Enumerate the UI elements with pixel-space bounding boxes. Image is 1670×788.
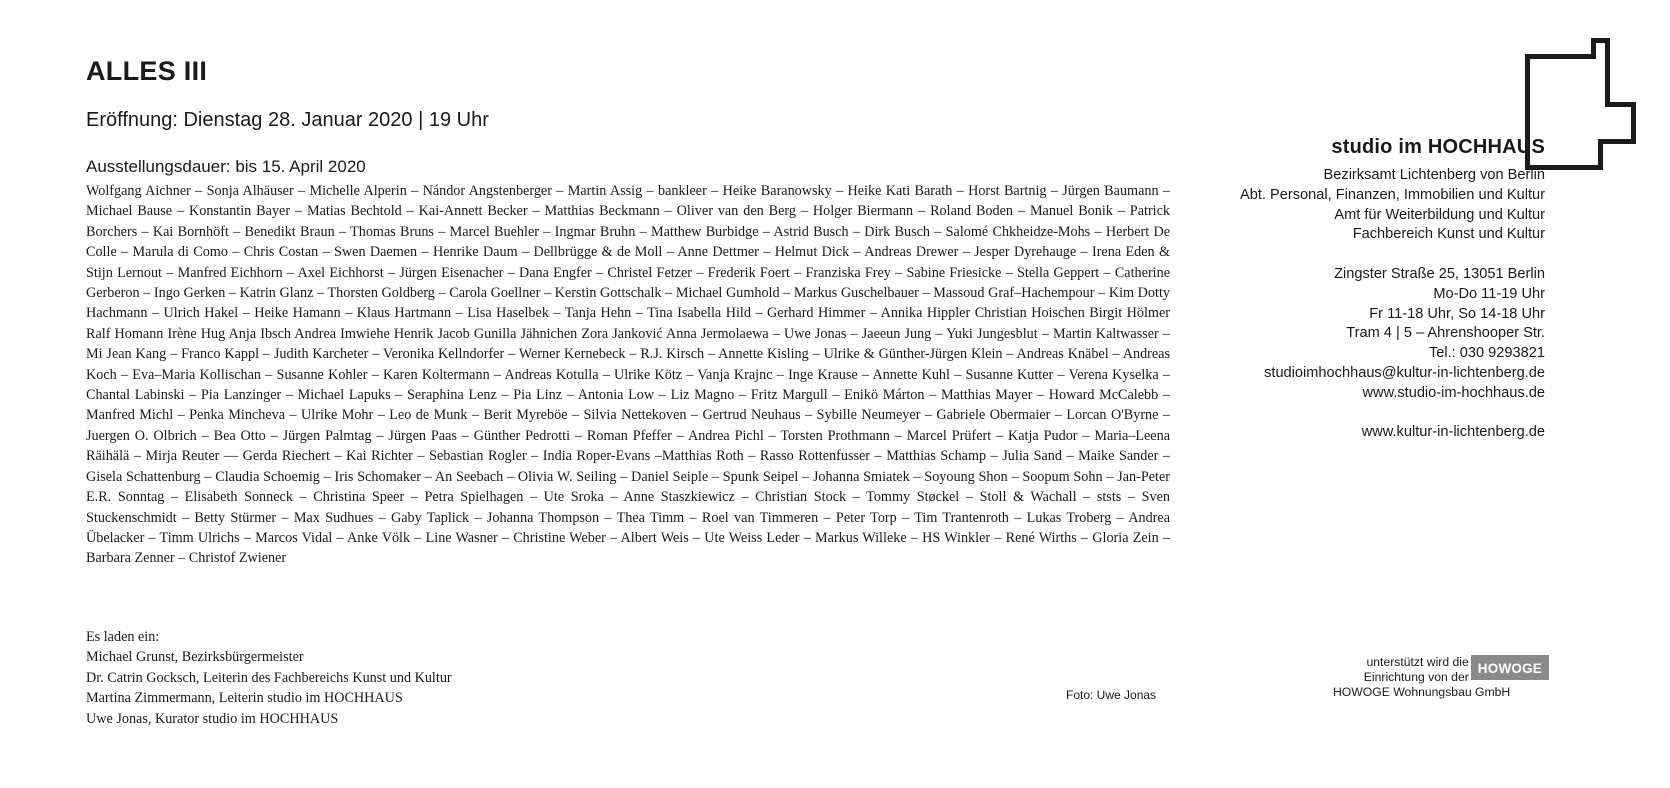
sponsor-full-name: HOWOGE Wohnungsbau GmbH [1333,685,1511,699]
phone-line: Tel.: 030 9293821 [1428,345,1545,362]
exhibition-duration: Ausstellungsdauer: bis 15. April 2020 [86,157,366,176]
host-line: Martina Zimmermann, Leiterin studio im HOCHHAUS [86,690,403,707]
photo-credit: Foto: Uwe Jonas [1066,688,1157,702]
transit-line: Tram 4 | 5 – Ahrenshooper Str. [1346,325,1545,342]
sponsor-block [1333,655,1549,700]
host-line: Michael Grunst, Bezirksbürgermeister [86,649,304,666]
org-line: Bezirksamt Lichtenberg von Berlin [1323,167,1545,183]
opening-hours-line: Fr 11-18 Uhr, So 14-18 Uhr [1369,305,1545,322]
venue-name: studio im HOCHHAUS [1331,136,1545,158]
org-line: Amt für Weiterbildung und Kultur [1334,206,1545,223]
spacer [1240,245,1545,265]
org-line: Abt. Personal, Finanzen, Immobilien und Kultur [1239,186,1545,203]
invitation-block [86,627,686,729]
email-link[interactable]: studioimhochhaus@kultur-in-lichtenberg.de [1264,364,1545,381]
howoge-logo: HOWOGE [1471,655,1549,680]
venue-info [1240,166,1545,443]
invitation-intro: Es laden ein: [86,629,160,645]
host-line: Dr. Catrin Gocksch, Leiterin des Fachbereichs Kunst und Kultur [86,669,452,686]
address-line: Zingster Straße 25, 13051 Berlin [1334,265,1545,282]
sponsor-line: Einrichtung von der [1363,670,1469,684]
opening-date: Eröffnung: Dienstag 28. Januar 2020 | 19 Uhr [86,109,489,131]
artist-list: Wolfgang Aichner – Sonja Alhäuser – Michelle Alperin – Nándor Angstenberger – Martin Assig – bankleer – Heike Baranowsky – Heike Kati Barath – Horst Bartnig – Jürgen Baumann – Michael Bause – Konstantin Bayer – Matias Bechtold – Kai-Annett Becker – Matthias Beckmann – Oliver van den Berg – Holger Biermann – Roland Boden – Manuel Bonik – Patrick Borchers – Kai Bornhöft – Benedikt Braun – Thomas Bruns – Marcel Buehler – Ingmar Bruhn – Matthew Burbidge – Astrid Busch – Dirk Busch – Salomé Chkheidze-Mohs – Herbert De Colle – Marula di Como – Chris Costan – Swen Daemen – Henrike Daum – Dellbrügge & de Moll – Anne Dettmer – Helmut Dick – Andreas Drewer – Jesper Dyrehauge – Irena Eden & Stijn Lernout – Manfred Eichhorn – Axel Eichhorst – Jürgen Eisenacher – Dana Engfer – Christel Fetzer – Frederik Foert – Franziska Frey – Sabine Friesicke – Stella Geppert – Catherine Gerberon – Ingo Gerken – Katrin Glanz – Thorsten Goldberg – Carola Goellner – Kerstin Gottschalk – Michael Gumhold – Markus Guschelbauer – Massoud Graf–Hachempour – Kim Dotty Hachmann – Ulrich Hakel – Heike Hamann – Klaus Hartmann – Lisa Haselbek – Tanja Hehn – Tina Isabella Hild – Gerhard Himmer – Annika Hippler Christian Hoischen Birgit Hölmer Ralf Homann Irène Hug Anja Ibsch Andrea Imwiehe Henrik Jacob Gunilla Jähnichen Zora Janković Anna Jermolaewa – Uwe Jonas – Jaeeun Jung – Yuki Jungesblut – Martin Kaltwasser – Mi Jean Kang – Franco Kappl – Judith Karcheter – Veronika Kellndorfer – Werner Kernebeck – R.J. Kirsch – Annette Kisling – Ulrike & Günther-Jürgen Klein – Andreas Knäbel – Andreas Koch – Eva–Maria Kollischan – Susanne Kohler – Karen Koltermann – Andreas Kotulla – Ulrike Kötz – Vanja Krajnc – Inge Krause – Annette Kuhl – Susanne Kutter – Verena Kyselka – Chantal Labinski – Pia Lanzinger – Michael Lapuks – Seraphina Lenz – Pia Linz – Antonia Low – Liz Magno – Fritz Margull – Enikö Márton – Matthias Mayer – Howard McCalebb – Manfred Michl – Penka Mincheva – Ulrike Mohr – Leo de Munk – Berit Myreböe – Silvia Nettekoven – Gertrud Neuhaus – Sybille Neumeyer – Gabriele Obermaier – Lorcan O'Byrne – Juergen O. Olbrich – Bea Otto – Jürgen Palmtag – Jürgen Paas – Günther Pedrotti – Roman Pfeffer – Andrea Pichl – Torsten Prothmann – Marcel Prüfert – Katja Pudor – Maria–Leena Räihälä – Mirja Reuter — Gerda Riechert – Kai Richter – Sebastian Rogler – India Roper-Evans –Matthias Roth – Rasso Rottenfusser – Matthias Schamp – Julia Sand – Maike Sander – Gisela Schattenburg – Claudia Schoemig – Iris Schomaker – An Seebach – Olivia W. Seiling – Daniel Seiple – Spunk Seipel – Johanna Smiatek – Soyoung Shon – Soopum Sohn – Jan-Peter E.R. Sonntag – Elisabeth Sonneck – Christina Speer – Petra Spielhagen – Ute Sroka – Anne Staszkiewicz – Christian Stock – Tommy Støckel – Stoll & Wachall – ststs – Sven Stuckenschmidt – Betty Stürmer – Max Sudhues – Gaby Taplick – Johanna Thompson – Thea Timm – Roel van Timmeren – Peter Torp – Tim Trantenroth – Lukas Troberg – Andrea Übelacker – Timm Ulrichs – Marcos Vidal – Anke Völk – Line Wasner – Christine Weber – Albert Weis – Ute Weiss Leder – Markus Willeke – HS Winkler – René Wirths – Gloria Zein – Barbara Zenner – Christof Zwiener [86,183,1170,567]
host-line: Uwe Jonas, Kurator studio im HOCHHAUS [86,710,339,727]
opening-hours-line: Mo-Do 11-19 Uhr [1433,285,1545,302]
org-line: Fachbereich Kunst und Kultur [1352,226,1545,243]
sponsor-line: unterstützt wird die [1366,655,1469,669]
exhibition-title: ALLES III [86,56,208,86]
spacer [1240,404,1545,424]
website-link[interactable]: www.studio-im-hochhaus.de [1362,384,1545,401]
website-link-2[interactable]: www.kultur-in-lichtenberg.de [1361,424,1545,441]
